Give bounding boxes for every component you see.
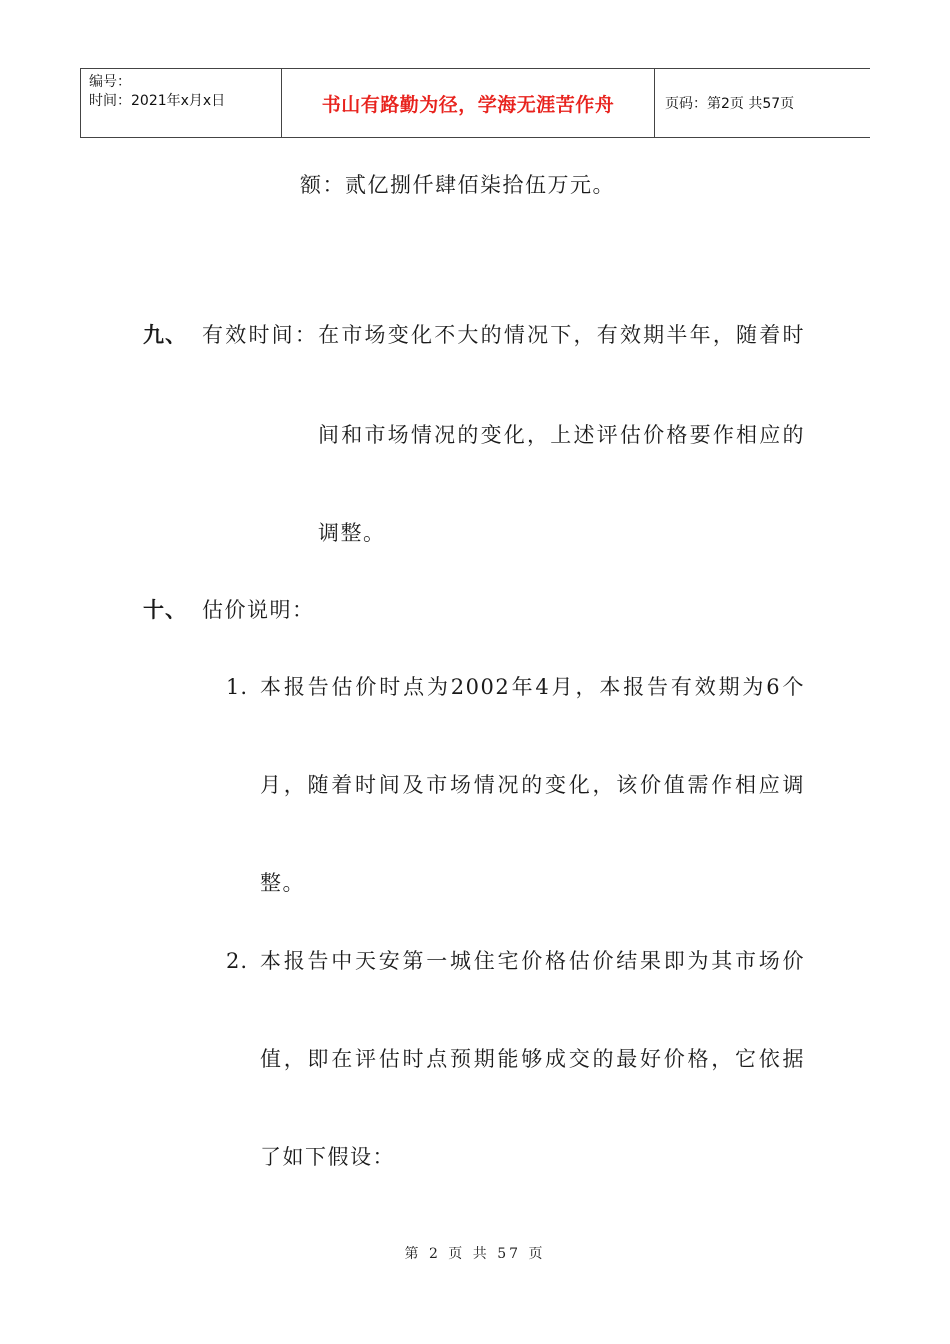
section-9-line-1: 有效时间：在市场变化不大的情况下，有效期半年，随着时 [202, 323, 805, 347]
amount-line: 额：贰亿捌仟肆佰柒拾伍万元。 [300, 173, 615, 197]
item-1-number: 1. [226, 675, 249, 699]
item-2-line-1: 本报告中天安第一城住宅价格估价结果即为其市场价 [260, 949, 805, 973]
header-page-cell [655, 69, 870, 137]
header-page-info: 页码：第2页 共57页 [665, 96, 795, 112]
item-1-line-3: 整。 [260, 871, 305, 895]
page-header [80, 68, 870, 138]
header-time-label: 时间：2021年x月x日 [89, 93, 226, 109]
section-10-title: 估价说明： [202, 598, 315, 622]
section-9-line-2: 间和市场情况的变化，上述评估价格要作相应的 [318, 423, 805, 447]
header-motto: 书山有路勤为径，学海无涯苦作舟 [321, 93, 615, 116]
page-footer: 第 2 页 共 57 页 [404, 1246, 546, 1262]
section-9-label: 九、 [143, 322, 187, 347]
item-1-line-2: 月，随着时间及市场情况的变化，该价值需作相应调 [260, 773, 805, 797]
section-9-line-3: 调整。 [318, 521, 386, 545]
item-2-line-2: 值，即在评估时点预期能够成交的最好价格，它依据 [260, 1047, 805, 1071]
header-number-label: 编号： [89, 74, 131, 90]
item-2-number: 2. [226, 949, 249, 973]
item-1-line-1: 本报告估价时点为2002年4月，本报告有效期为6个 [260, 675, 805, 699]
item-2-line-3: 了如下假设： [260, 1145, 395, 1169]
section-10-label: 十、 [143, 597, 187, 622]
header-meta-cell [80, 69, 282, 137]
header-motto-cell [282, 69, 655, 137]
